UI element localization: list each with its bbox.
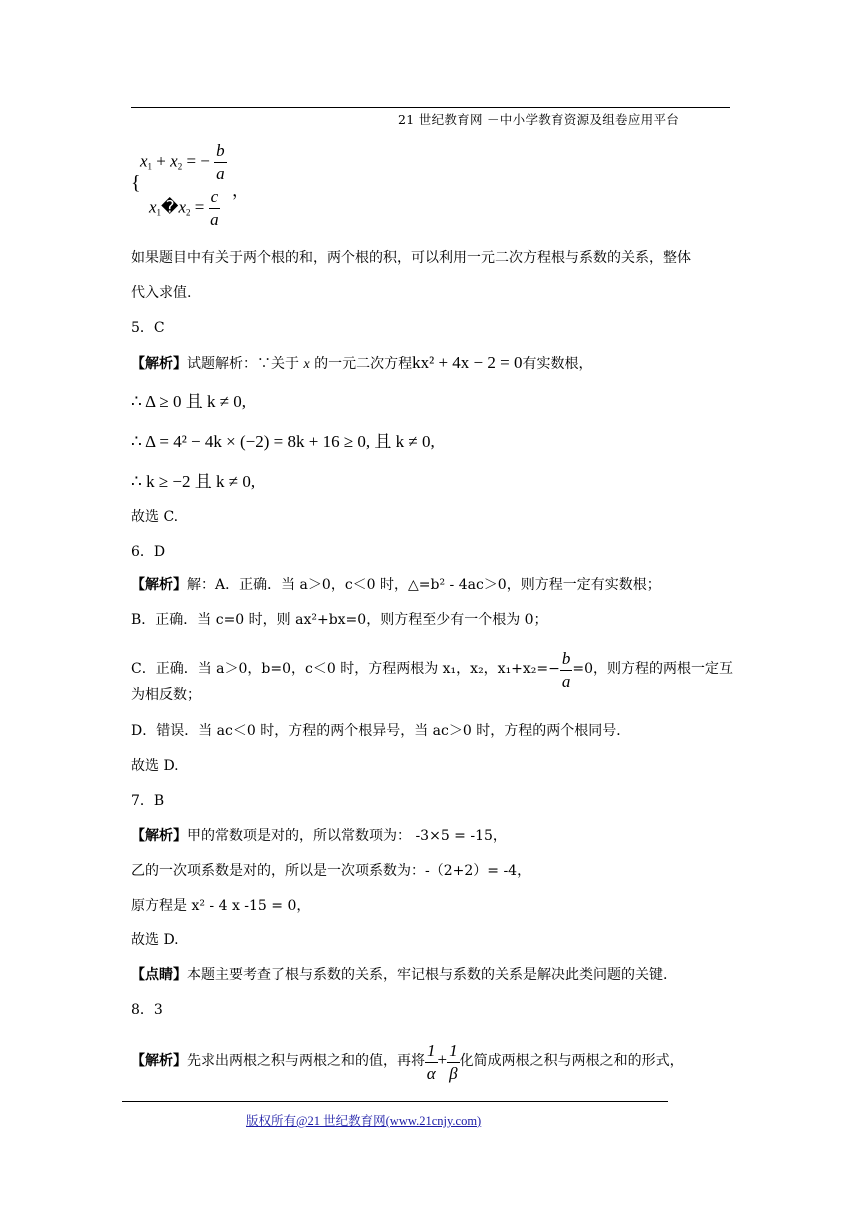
system-eq2	[149, 186, 220, 231]
frac-num: b	[214, 140, 227, 163]
analysis-text: 试题解析：∵关于	[187, 356, 304, 372]
frac-den: β	[449, 1064, 458, 1083]
q5-analysis	[131, 354, 592, 374]
q6-conclusion: 故选 D.	[131, 758, 179, 774]
frac-num: 1	[447, 1040, 460, 1063]
q7-line-1	[131, 827, 507, 845]
q6-line-c2: 为相反数；	[131, 687, 201, 703]
analysis-text-3: 有实数根，	[522, 356, 593, 372]
dot-glyph: �	[161, 197, 179, 217]
fraction-b-over-a	[560, 648, 573, 693]
q5-step-3: ∴ k ≥ −2 且 k ≠ 0,	[131, 472, 256, 491]
var-x: x	[303, 357, 310, 372]
frac-den: a	[210, 210, 219, 229]
var-x1: x	[140, 151, 148, 171]
frac-num: b	[560, 648, 573, 671]
fraction-1-over-beta	[447, 1040, 460, 1085]
analysis-tag: 【解析】	[131, 1053, 187, 1069]
paragraph-1-line-1: 如果题目中有关于两个根的和，两个根的积，可以利用一元二次方程根与系数的关系，整体	[131, 250, 691, 266]
q6-line-b: B．正确．当 c=0 时，则 ax²+bx=0，则方程至少有一个根为 0；	[131, 612, 548, 628]
sub-2: 2	[186, 207, 191, 218]
frac-den: a	[561, 672, 571, 691]
fraction-1-over-alpha	[425, 1040, 438, 1085]
analysis-text-2: 的一元二次方程	[309, 356, 413, 372]
equals-sign: =	[194, 197, 205, 217]
comment-text: 本题主要考查了根与系数的关系，牢记根与系数的关系是解决此类问题的关键.	[187, 967, 668, 983]
q5-conclusion: 故选 C.	[131, 509, 179, 525]
frac-num: c	[209, 186, 221, 209]
line-c-post: =0，则方程的两根一定互	[572, 661, 734, 677]
analysis-tag: 【解析】	[131, 356, 187, 372]
copyright-link[interactable]: 版权所有@21 世纪教育网(www.21cnjy.com)	[246, 1114, 482, 1128]
line-1-text: 甲的常数项是对的，所以常数项为： -3×5 = -15，	[187, 828, 507, 844]
fraction-b-over-a	[214, 140, 227, 185]
header-rule	[131, 107, 730, 108]
sub-2: 2	[177, 161, 183, 172]
analysis-tag: 【解析】	[131, 828, 187, 844]
sub-1: 1	[156, 207, 162, 218]
header-site-text: 21 世纪教育网 －中小学教育资源及组卷应用平台	[398, 112, 680, 127]
var-x2: x	[178, 197, 187, 217]
line-c-pre: C．正确．当 a＞0，b=0，c＜0 时，方程两根为 x₁，x₂，x₁+x₂=−	[131, 661, 560, 677]
q6-line-d: D．错误．当 ac＜0 时，方程的两个根异号，当 ac＞0 时，方程的两个根同号．	[131, 723, 631, 739]
frac-den: α	[426, 1064, 436, 1083]
equals-minus: = −	[186, 151, 210, 171]
equation: kx² + 4x − 2 = 0	[412, 353, 523, 372]
q5-step-2: ∴ Δ = 4² − 4k × (−2) = 8k + 16 ≥ 0, 且 k ≠ 0,	[131, 432, 435, 451]
q7-conclusion: 故选 D.	[131, 932, 179, 948]
frac-num: 1	[425, 1040, 438, 1063]
text-post: 化简成两根之积与两根之和的形式，	[459, 1053, 684, 1069]
system-comma: ，	[232, 181, 249, 200]
q7-comment	[131, 966, 667, 984]
sub-1: 1	[147, 161, 153, 172]
q7-line-2: 乙的一次项系数是对的，所以是一次项系数为：-（2+2）= -4，	[131, 863, 532, 879]
q5-step-1: ∴ Δ ≥ 0 且 k ≠ 0,	[131, 392, 247, 411]
paragraph-1-line-2: 代入求值.	[131, 285, 192, 301]
line-a-text: 解：A．正确．当 a＞0，c＜0 时，△=b² - 4ac＞0，则方程一定有实数根；	[187, 577, 661, 593]
var-x2: x	[170, 151, 178, 171]
plus-sign: +	[437, 1050, 448, 1069]
var-x1: x	[149, 197, 157, 217]
q6-line-c	[131, 648, 733, 693]
q6-answer: 6．D	[131, 544, 166, 560]
frac-den: a	[216, 164, 225, 183]
system-eq1	[140, 140, 227, 185]
fraction-c-over-a	[209, 186, 221, 231]
q6-line-a	[131, 576, 661, 594]
q5-answer: 5．C	[131, 320, 165, 336]
plus-sign: +	[156, 151, 166, 171]
q8-answer: 8．3	[131, 1002, 163, 1018]
q8-analysis	[131, 1040, 684, 1085]
q7-line-3: 原方程是 x² - 4 x -15 = 0，	[131, 898, 311, 914]
analysis-tag: 【解析】	[131, 577, 187, 593]
text-pre: 先求出两根之积与两根之和的值，再将	[187, 1053, 425, 1069]
comment-tag: 【点睛】	[131, 967, 187, 983]
q7-answer: 7．B	[131, 793, 165, 809]
footer-rule	[122, 1101, 668, 1102]
system-brace: {	[131, 172, 141, 194]
